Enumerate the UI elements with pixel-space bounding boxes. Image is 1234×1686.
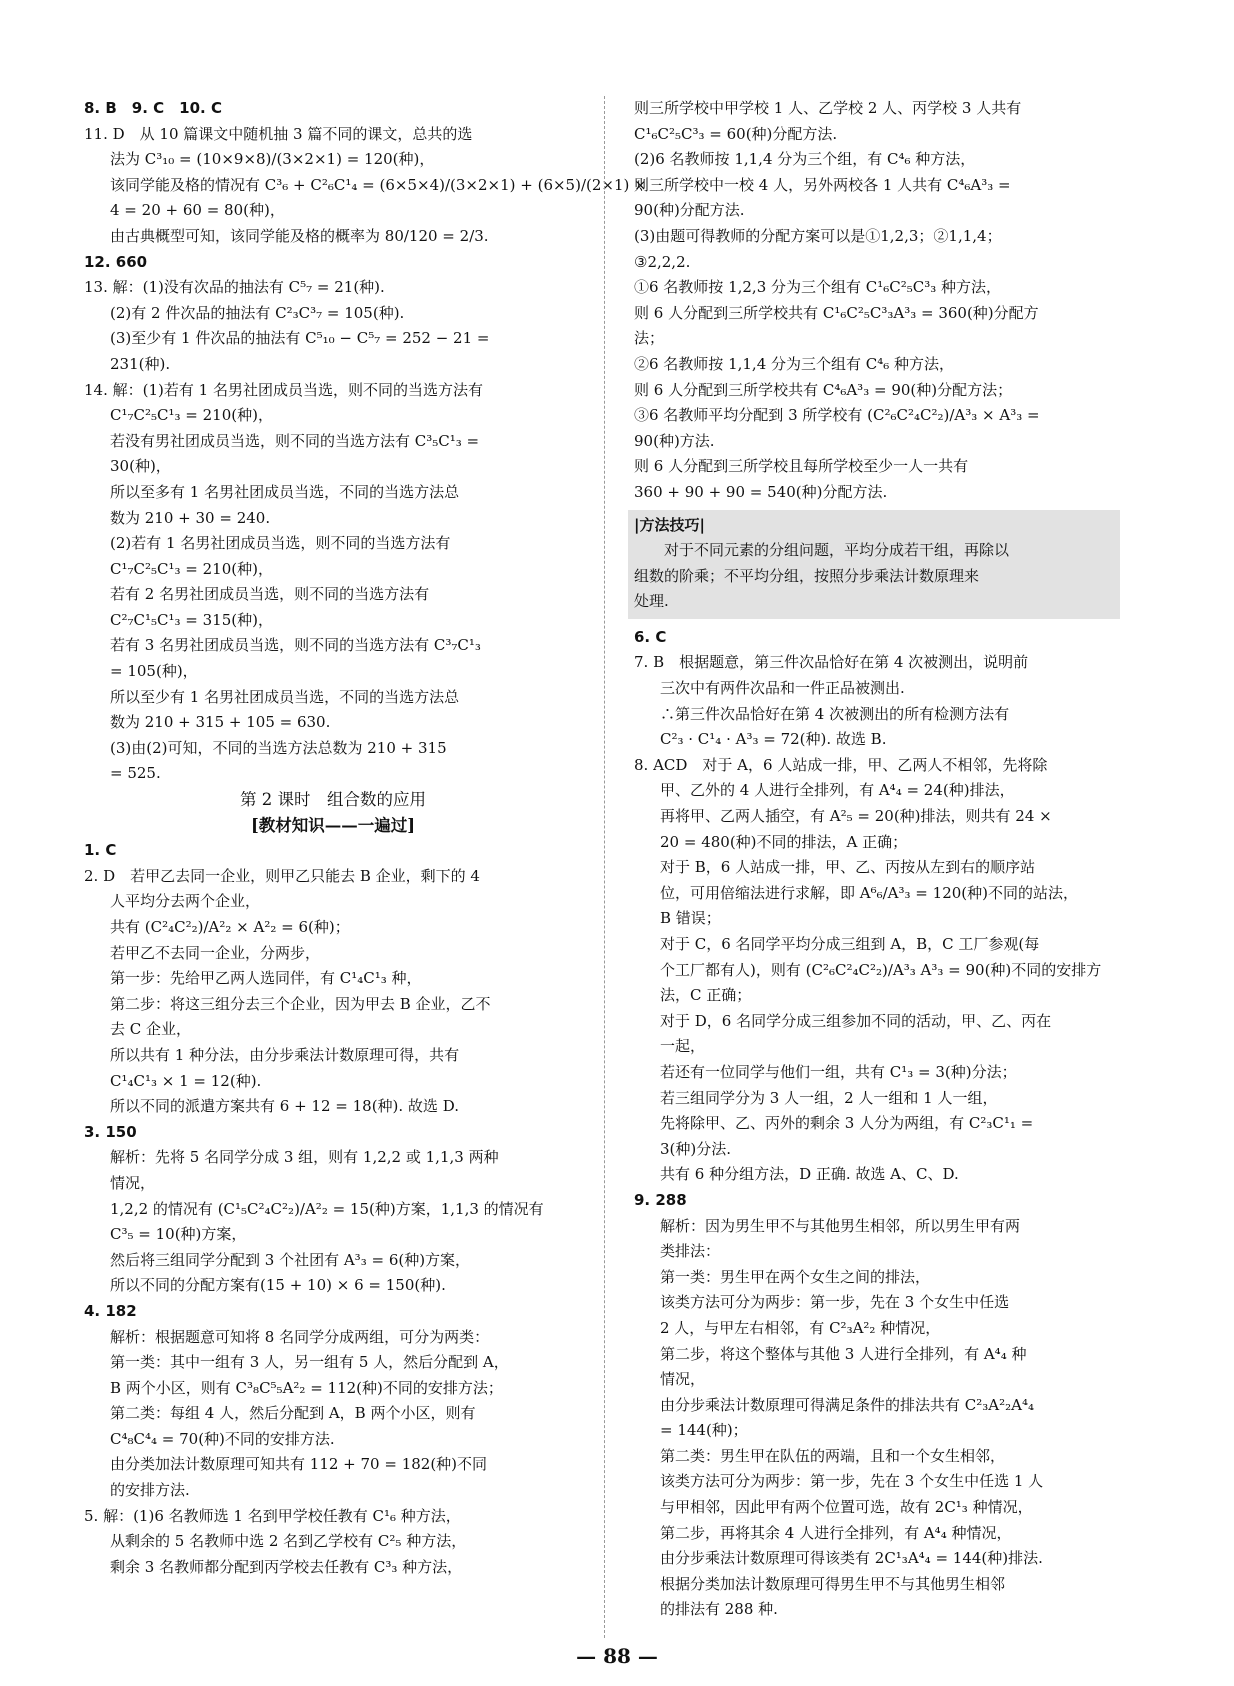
text-line: [教材知识——一遍过] [250,815,416,835]
text-line: 5. 解：(1)6 名教师选 1 名到甲学校任教有 C¹₆ 种方法， [84,1506,461,1525]
text-line: 若有 2 名男社团成员当选，则不同的当选方法有 [110,585,430,604]
text-line: 13. 解：(1)没有次品的抽法有 C⁵₇ = 21(种). [84,278,385,297]
text-line: 的安排方法. [110,1481,190,1500]
text-line: 由分类加法计数原理可知共有 112 + 70 = 182(种)不同 [110,1455,488,1474]
text-line: 第二类：每组 4 人，然后分配到 A，B 两个小区，则有 [110,1404,476,1423]
text-line: 所以不同的派遣方案共有 6 + 12 = 18(种). 故选 D. [110,1097,459,1116]
text-line: ∴第三件次品恰好在第 4 次被测出的所有检测方法有 [660,704,1010,723]
method-tip-title: |方法技巧| [634,515,705,534]
right-column-part-a [634,96,1120,506]
text-line: 则三所学校中一校 4 人，另外两校各 1 人共有 C⁴₆A³₃ = [634,175,1011,194]
text-line: 360 + 90 + 90 = 540(种)分配方法. [634,482,888,501]
text-line: ①6 名教师按 1,2,3 分为三个组有 C¹₆C²₅C³₃ 种方法， [634,278,1002,297]
text-line: 先将除甲、乙、丙外的剩余 3 人分为两组，有 C²₃C¹₁ = [660,1114,1034,1133]
text-line: 数为 210 + 315 + 105 = 630. [110,713,331,732]
text-line: C⁴₈C⁴₄ = 70(种)不同的安排方法. [110,1429,335,1448]
text-line: 9. 288 [634,1190,687,1209]
text-line: 再将甲、乙两人插空，有 A²₅ = 20(种)排法，则共有 24 × [660,807,1052,826]
text-line: 14. 解：(1)若有 1 名男社团成员当选，则不同的当选方法有 [84,380,483,399]
text-line: 1,2,2 的情况有 (C¹₅C²₄C²₂)/A²₂ = 15(种)方案，1,1,3 的情况有 [110,1199,544,1218]
text-line: 3. 150 [84,1122,137,1141]
text-line: 个工厂都有人)，则有 (C²₆C²₄C²₂)/A³₃ A³₃ = 90(种)不同的安排方 [660,960,1102,979]
text-line: 第一类：其中一组有 3 人，另一组有 5 人，然后分配到 A， [110,1353,509,1372]
text-line: (2)6 名教师按 1,1,4 分为三个组，有 C⁴₆ 种方法， [634,150,976,169]
text-line: 由古典概型可知，该同学能及格的概率为 80/120 = 2/3. [110,226,489,245]
text-line: 20 = 480(种)不同的排法，A 正确； [660,832,908,851]
text-line: ③2,2,2. [634,252,691,271]
text-line: C³₅ = 10(种)方案， [110,1225,247,1244]
tip-line: 处理. [634,592,669,611]
text-line: 解析：先将 5 名同学分成 3 组，则有 1,2,2 或 1,1,3 两种 [110,1148,499,1167]
text-line: 所以至多有 1 名男社团成员当选，不同的当选方法总 [110,482,460,501]
text-line: 231(种). [110,354,171,373]
text-line: 则 6 人分配到三所学校且每所学校至少一人一共有 [634,457,969,476]
tip-line: 组数的阶乘；不平均分组，按照分步乘法计数原理来 [634,566,980,585]
text-line: 第二步：将这三组分去三个企业，因为甲去 B 企业，乙不 [110,994,491,1013]
text-line: 法为 C³₁₀ = (10×9×8)/(3×2×1) = 120(种)， [110,150,435,169]
method-tip-box [628,510,1120,619]
text-line: 若三组同学分为 3 人一组，2 人一组和 1 人一组， [660,1088,998,1107]
text-line: 剩余 3 名教师都分配到丙学校去任教有 C³₃ 种方法， [110,1557,463,1576]
text-line: 若甲乙不去同一企业，分两步， [110,943,321,962]
text-line: 2. D 若甲乙去同一企业，则甲乙只能去 B 企业，剩下的 4 [84,866,480,885]
text-line: (3)由题可得教师的分配方案可以是①1,2,3；②1,1,4； [634,226,1002,245]
text-line: 则 6 人分配到三所学校共有 C⁴₆A³₃ = 90(种)分配方法； [634,380,1013,399]
text-line: 解析：根据题意可知将 8 名同学分成两组，可分为两类： [110,1327,490,1346]
text-line: 90(种)分配方法. [634,201,745,220]
text-line: 与甲相邻，因此甲有两个位置可选，故有 2C¹₃ 种情况， [660,1498,1033,1517]
text-line: (3)由(2)可知，不同的当选方法总数为 210 + 315 [110,738,447,757]
text-line: 所以共有 1 种分法，由分步乘法计数原理可得，共有 [110,1045,460,1064]
text-line: 该同学能及格的情况有 C³₆ + C²₆C¹₄ = (6×5×4)/(3×2×1) + (6×5)/(2×1) × [110,175,647,194]
text-line: 去 C 企业， [110,1020,192,1039]
text-line: 由分步乘法计数原理可得该类有 2C¹₃A⁴₄ = 144(种)排法. [660,1549,1043,1568]
text-line: 第二步，将这个整体与其他 3 人进行全排列，有 A⁴₄ 种 [660,1344,1027,1363]
text-line: 三次中有两件次品和一件正品被测出. [660,679,905,698]
text-line: 若没有男社团成员当选，则不同的当选方法有 C³₅C¹₃ = [110,431,480,450]
text-line: C²₃ · C¹₄ · A³₃ = 72(种). 故选 B. [660,730,887,749]
right-column-part-b [634,625,1120,1623]
text-line: 共有 6 种分组方法，D 正确. 故选 A、C、D. [660,1165,959,1184]
text-line: 情况， [660,1370,706,1389]
left-column [84,96,647,1580]
text-line: 11. D 从 10 篇课文中随机抽 3 篇不同的课文，总共的选 [84,124,473,143]
text-line: 共有 (C²₄C²₂)/A²₂ × A²₂ = 6(种)； [110,918,350,936]
text-line: C¹₇C²₅C¹₃ = 210(种)， [110,559,273,578]
text-line: 6. C [634,627,667,646]
text-line: C¹₇C²₅C¹₃ = 210(种)， [110,406,273,425]
text-line: 所以至少有 1 名男社团成员当选，不同的当选方法总 [110,687,460,706]
column-divider [604,96,605,1638]
text-line: C¹₆C²₅C³₃ = 60(种)分配方法. [634,124,838,143]
text-line: 90(种)方法. [634,431,715,450]
text-line: 解析：因为男生甲不与其他男生相邻，所以男生甲有两 [660,1216,1021,1235]
text-line: 该类方法可分为两步：第一步，先在 3 个女生中任选 [660,1293,1010,1312]
text-line: C²₇C¹₅C¹₃ = 315(种)， [110,610,273,629]
text-line: 由分步乘法计数原理可得满足条件的排法共有 C²₃A²₂A⁴₄ [660,1395,1034,1414]
text-line: 第二类：男生甲在队伍的两端，且和一个女生相邻， [660,1446,1006,1465]
tip-line: 对于不同元素的分组问题，平均分成若干组，再除以 [634,541,1010,560]
text-line: 若还有一位同学与他们一组，共有 C¹₃ = 3(种)分法； [660,1062,1017,1081]
text-line: 12. 660 [84,252,148,271]
text-line: 8. ACD 对于 A，6 人站成一排，甲、乙两人不相邻，先将除 [634,755,1048,774]
text-line: 7. B 根据题意，第三件次品恰好在第 4 次被测出，说明前 [634,653,1029,672]
text-line: 4 = 20 + 60 = 80(种)， [110,201,285,220]
text-line: = 144(种)； [660,1421,748,1440]
text-line: 对于 D，6 名同学分成三组参加不同的活动，甲、乙、丙在 [660,1011,1052,1030]
text-line: 从剩余的 5 名教师中选 2 名到乙学校有 C²₅ 种方法， [110,1532,467,1551]
text-line: 然后将三组同学分配到 3 个社团有 A³₃ = 6(种)方案， [110,1250,471,1269]
text-line: C¹₄C¹₃ × 1 = 12(种). [110,1071,262,1090]
text-line: 30(种)， [110,457,171,476]
text-line: (3)至少有 1 件次品的抽法有 C⁵₁₀ − C⁵₇ = 252 − 21 = [110,329,490,348]
text-line: 该类方法可分为两步：第一步，先在 3 个女生中任选 1 人 [660,1472,1044,1491]
text-line: 8. B 9. C 10. C [84,99,222,117]
page-number: — 88 — [576,1644,658,1668]
text-line: 的排法有 288 种. [660,1600,778,1619]
text-line: B 错误； [660,909,721,928]
text-line: 第一步：先给甲乙两人选同伴，有 C¹₄C¹₃ 种， [110,969,422,988]
text-line: 法； [634,329,665,348]
text-line: 则 6 人分配到三所学校共有 C¹₆C²₅C³₃A³₃ = 360(种)分配方 [634,303,1039,322]
text-line: ②6 名教师按 1,1,4 分为三个组有 C⁴₆ 种方法， [634,354,955,373]
text-line: 类排法： [660,1242,721,1261]
text-line: 第二步，再将其余 4 人进行全排列，有 A⁴₄ 种情况， [660,1523,1012,1542]
text-line: 1. C [84,841,117,860]
text-line: 若有 3 名男社团成员当选，则不同的当选方法有 C³₇C¹₃ [110,636,481,655]
right-column [634,96,1120,1623]
text-line: 2 人，与甲左右相邻，有 C²₃A²₂ 种情况， [660,1318,941,1337]
text-line: 对于 B，6 人站成一排，甲、乙、丙按从左到右的顺序站 [660,858,1036,877]
text-line: 数为 210 + 30 = 240. [110,508,271,527]
method-tip-body [634,538,1114,615]
text-line: ③6 名教师平均分配到 3 所学校有 (C²₆C²₄C²₂)/A³₃ × A³₃ = [634,406,1040,425]
text-line: = 105(种)， [110,662,198,681]
text-line: = 525. [110,764,161,783]
text-line: (2)有 2 件次品的抽法有 C²₃C³₇ = 105(种). [110,303,405,322]
text-line: 第 2 课时 组合数的应用 [240,790,426,810]
text-line: B 两个小区，则有 C³₈C⁵₅A²₂ = 112(种)不同的安排方法； [110,1378,503,1397]
text-line: 则三所学校中甲学校 1 人、乙学校 2 人、丙学校 3 人共有 [634,99,1022,117]
text-line: 3(种)分法. [660,1139,732,1158]
text-line: 人平均分去两个企业， [110,892,261,911]
text-line: 情况， [110,1173,156,1192]
text-line: 4. 182 [84,1301,137,1320]
text-line: 对于 C，6 名同学平均分成三组到 A，B，C 工厂参观(每 [660,935,1040,953]
text-line: 甲、乙外的 4 人进行全排列，有 A⁴₄ = 24(种)排法， [660,781,1015,800]
text-line: 根据分类加法计数原理可得男生甲不与其他男生相邻 [660,1574,1006,1593]
text-line: 一起， [660,1037,706,1056]
text-line: 位，可用倍缩法进行求解，即 A⁶₆/A³₃ = 120(种)不同的站法， [660,883,1078,902]
text-line: 第一类：男生甲在两个女生之间的排法， [660,1267,931,1286]
text-line: 法，C 正确； [660,986,752,1005]
text-line: (2)若有 1 名男社团成员当选，则不同的当选方法有 [110,534,451,553]
text-line: 所以不同的分配方案有(15 + 10) × 6 = 150(种). [110,1276,446,1295]
